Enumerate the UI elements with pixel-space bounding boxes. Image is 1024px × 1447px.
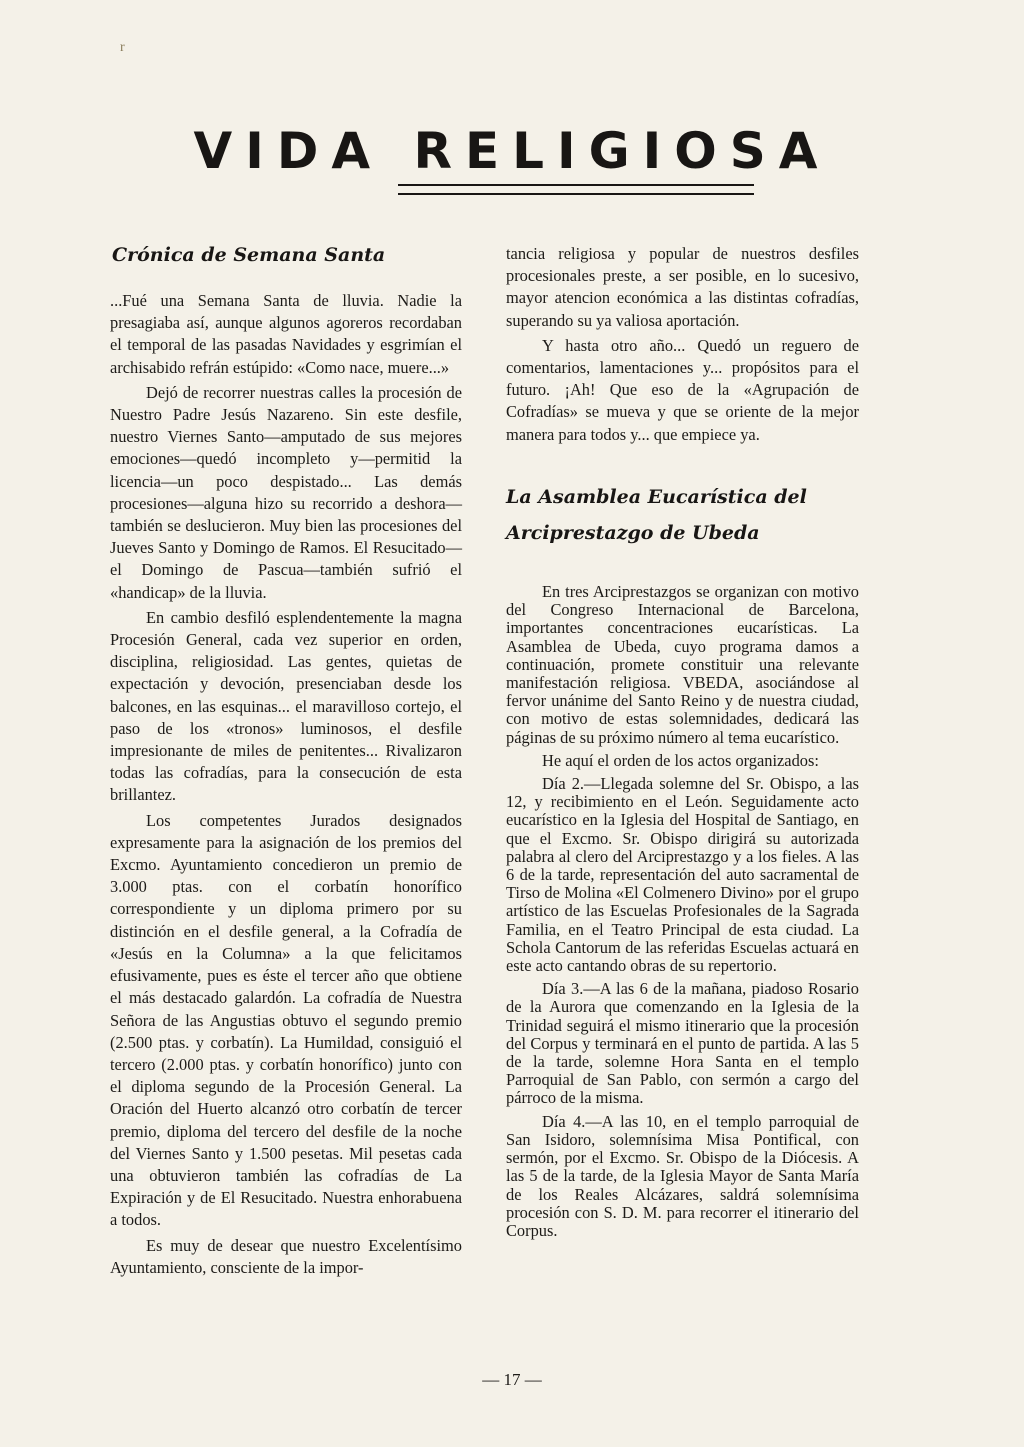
page-title: VIDA RELIGIOSA <box>193 122 831 180</box>
paragraph: Y hasta otro año... Quedó un reguero de comentarios, lamentaciones y... propósitos para el futuro. ¡Ah! Que eso de la «Agrupación de Cofradías» se mueva y que se oriente de la mejor manera para todos y... que empiece ya. <box>506 335 859 444</box>
section-heading-asamblea-line1: La Asamblea Eucarística del <box>506 486 807 508</box>
paragraph: Día 3.—A las 6 de la mañana, piadoso Rosario de la Aurora que comenzando en la Iglesia de la Trinidad seguirá el mismo itinerario que la procesión del Corpus y terminará en el punto de partida. A las 5 de la tarde, solemne Hora Santa en el templo Parroquial de San Pablo, con sermón a cargo del párroco de la misma. <box>506 979 859 1108</box>
paragraph: Día 2.—Llegada solemne del Sr. Obispo, a las 12, y recibimiento en el León. Seguidamente acto eucarístico en la Iglesia del Hospital de Santiago, en que el Excmo. Sr. Obispo dirigirá su autorizada palabra al clero del Arciprestazgo y a los fieles. A las 6 de la tarde, representación del auto sacramental de Tirso de Molina «El Colmenero Divino» por el grupo artístico de las Escuelas Profesionales de la Sagrada Familia, en el Teatro Principal de esta ciudad. La Schola Cantorum de las referidas Escuelas actuará en este acto cantando obras de su repertorio. <box>506 774 859 976</box>
paragraph: tancia religiosa y popular de nuestros desfiles procesionales preste, a ser posible, en lo sucesivo, mayor atencion económica a las distintas cofradías, superando su ya valiosa aportación. <box>506 244 859 330</box>
paragraph: ...Fué una Semana Santa de lluvia. Nadie la presagiaba así, aunque algunos agoreros recordaban el temporal de las pasadas Navidades y esgrimían el archisabido refrán estúpido: «Como nace, muere...» <box>110 291 462 377</box>
paragraph: Día 4.—A las 10, en el templo parroquial de San Isidoro, solemnísima Misa Pontifical, con sermón, por el Excmo. Sr. Obispo de la Diócesis. A las 5 de la tarde, de la Iglesia Mayor de Santa María de los Reales Alcázares, saldrá solemnísima procesión con S. D. M. para recorrer el itinerario del Corpus. <box>506 1111 859 1240</box>
paragraph: En tres Arciprestazgos se organizan con motivo del Congreso Internacional de Barcelona, importantes concentraciones eucarísticas. La Asamblea de Ubeda, cuyo programa damos a continuación, promete constituir una relevante manifestación religiosa. VBEDA, asociándose al fervor unánime del Santo Reino y de nuestra ciudad, con motivo de estas solemnidades, dedicará las páginas de su próximo número al tema eucarístico. <box>506 582 859 747</box>
paragraph: En cambio desfiló esplendentemente la magna Procesión General, cada vez superior en orden, disciplina, religiosidad. Las gentes, quietas de expectación y devoción, presenciaban desde los balcones, en las esquinas... el maravilloso cortejo, el paso de los «tronos» luminosos, el desfile impresionante de miles de penitentes... Rivalizaron todas las cofradías, para la consecución de esta brillantez. <box>110 607 462 805</box>
section-heading-semana-santa: Crónica de Semana Santa <box>112 244 386 266</box>
section-heading-asamblea-line2: Arciprestazgo de Ubeda <box>506 522 760 544</box>
right-column-top <box>506 243 859 449</box>
paragraph: Dejó de recorrer nuestras calles la procesión de Nuestro Padre Jesús Nazareno. Sin este desfile, nuestro Viernes Santo—amputado de sus mejores emociones—quedó incompleto y—permitid la licencia—un poco despistado... Las demás procesiones—alguna hizo su recorrido a deshora—también se deslucieron. Muy bien las procesiones del Jueves Santo y Domingo de Ramos. El Resucitado—el Domingo de Pascua—también sufrió el «handicap» de la lluvia. <box>110 382 462 602</box>
left-column <box>110 290 462 1282</box>
right-column-bottom <box>506 583 859 1245</box>
page-number: — 17 — <box>482 1370 542 1389</box>
paragraph: He aquí el orden de los actos organizados: <box>542 750 819 770</box>
corner-mark: r <box>120 40 125 55</box>
paragraph: Es muy de desear que nuestro Excelentísimo Ayuntamiento, consciente de la impor- <box>110 1235 462 1277</box>
title-underline <box>398 184 754 195</box>
paragraph: Los competentes Jurados designados expresamente para la asignación de los premios del Excmo. Ayuntamiento concedieron un premio de 3.000 ptas. con el corbatín honorífico correspondiente y un diploma primero por su distinción en el desfile general, a la Cofradía de «Jesús en la Columna» a la que felicitamos efusivamente, pues es éste el tercer año que obtiene el más destacado galardón. La cofradía de Nuestra Señora de las Angustias obtuvo el segundo premio (2.500 ptas. y corbatín). La Humildad, consiguió el tercero (2.000 ptas. y corbatín honorífico) junto con el diploma segundo de la Procesión General. La Oración del Huerto alcanzó otro corbatín de tercer premio, diploma del tercero del desfile de la noche del Viernes Santo y 1.500 pesetas. Mil pesetas cada una obtuvieron también las cofradías de La Expiración y de El Resucitado. Nuestra enhorabuena a todos. <box>110 810 462 1230</box>
